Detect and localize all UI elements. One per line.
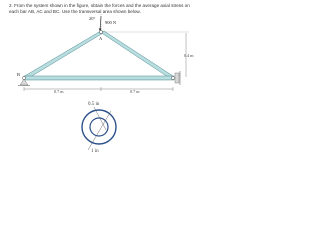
problem-statement: 2. From the system shown in the figure, obtain the forces and the average axial stress on each bar AB, AC and BC. Use the transversal area shown below. [9,3,190,15]
span-left-label: 0.7 m [54,89,64,94]
load-angle-label: 20° [89,16,96,21]
joint-A [99,30,102,33]
bar-AB [23,32,103,79]
point-A-label: A [99,36,103,41]
truss-figure [0,0,200,155]
span-right-label: 0.7 m [130,89,140,94]
outer-diameter-label: 1 in [91,149,99,154]
point-B-label: B [17,72,21,77]
load-value-label: 900 N [105,20,117,25]
inner-diameter-label: 0.5 in [88,102,100,107]
height-label: 0.4 m [184,53,194,58]
bar-AC [100,31,173,79]
roller-support-C [175,73,179,83]
joint-C [171,76,174,79]
